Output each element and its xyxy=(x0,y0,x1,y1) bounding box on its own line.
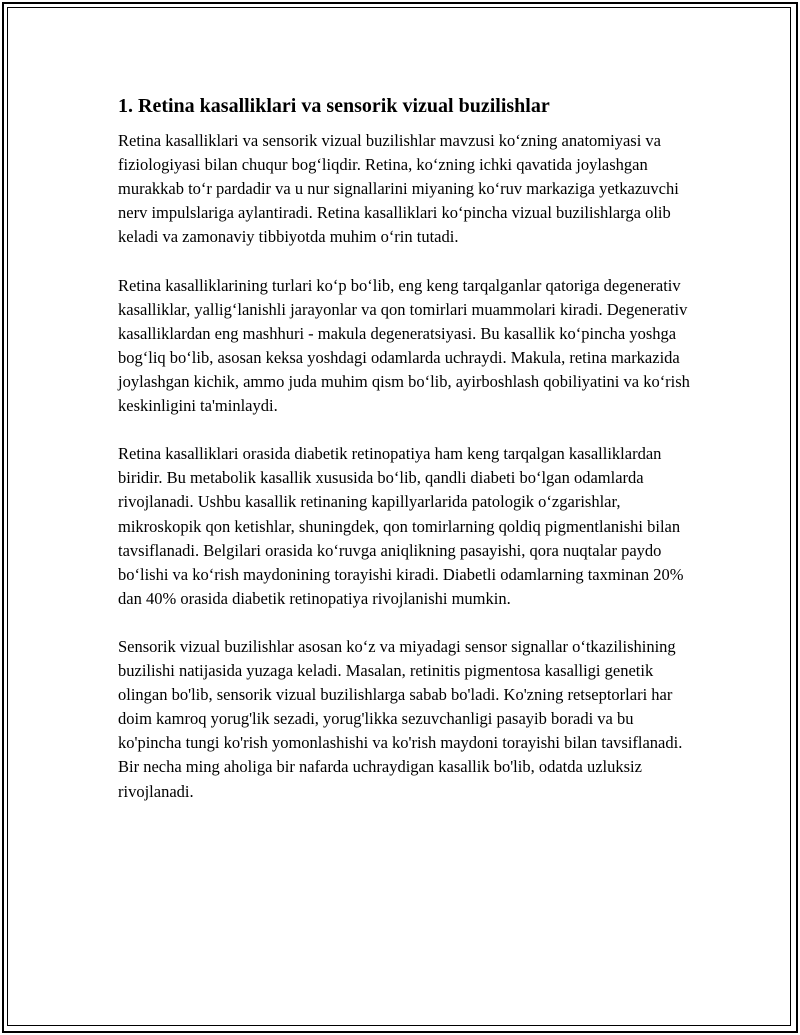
paragraph-1: Retina kasalliklari va sensorik vizual buzilishlar mavzusi ko‘zning anatomiyasi va fiziologiyasi bilan chuqur bog‘liqdir. Retina, ko‘zning ichki qavatida joylashgan murakkab to‘r pardadir va u nur signallarini miyaning ko‘ruv markaziga yetkazuvchi nerv impulslariga aylantiradi. Retina kasalliklari ko‘pincha vizual buzilishlarga olib keladi va zamonaviy tibbiyotda muhim o‘rin tutadi. xyxy=(118,131,679,247)
document-body xyxy=(118,92,693,828)
paragraph-2: Retina kasalliklarining turlari ko‘p bo‘lib, eng keng tarqalganlar qatoriga degenerativ kasalliklar, yallig‘lanishli jarayonlar va qon tomirlari muammolari kiradi. Degenerativ kasalliklardan eng mashhuri - makula degeneratsiyasi. Bu kasallik ko‘pincha yoshga bog‘liq bo‘lib, asosan keksa yoshdagi odamlarda uchraydi. Makula, retina markazida joylashgan kichik, ammo juda muhim qism bo‘lib, ayirboshlash qobiliyatini va ko‘rish keskinligini ta'minlaydi. xyxy=(118,275,690,416)
paragraph-4: Sensorik vizual buzilishlar asosan ko‘z va miyadagi sensor signallar o‘tkazilishining buzilishi natijasida yuzaga keladi. Masalan, retinitis pigmentosa kasalligi genetik olingan bo'lib, sensorik vizual buzilishlarga sabab bo'ladi. Ko'zning retseptorlari har doim kamroq yorug'lik sezadi, yorug'likka sezuvchanligi pasayib boradi va bu ko'pincha tungi ko'rish yomonlashishi va ko'rish maydoni torayishi bilan tavsiflanadi. Bir necha ming aholiga bir nafarda uchraydigan kasallik bo'lib, odatda uzluksiz rivojlanadi. xyxy=(118,636,683,801)
section-heading: 1. Retina kasalliklari va sensorik vizual buzilishlar xyxy=(118,95,550,117)
paragraph-3: Retina kasalliklari orasida diabetik retinopatiya ham keng tarqalgan kasalliklardan biridir. Bu metabolik kasallik xususida bo‘lib, qandli diabeti bo‘lgan odamlarda rivojlanadi. Ushbu kasallik retinaning kapillyarlarida patologik o‘zgarishlar, mikroskopik qon ketishlar, shuningdek, qon tomirlarning qoldiq pigmentlanishi bilan tavsiflanadi. Belgilari orasida ko‘ruvga aniqlikning pasayishi, qora nuqtalar paydo bo‘lishi va ko‘rish maydonining torayishi kiradi. Diabetli odamlarning taxminan 20% dan 40% orasida diabetik retinopatiya rivojlanishi mumkin. xyxy=(118,444,684,608)
